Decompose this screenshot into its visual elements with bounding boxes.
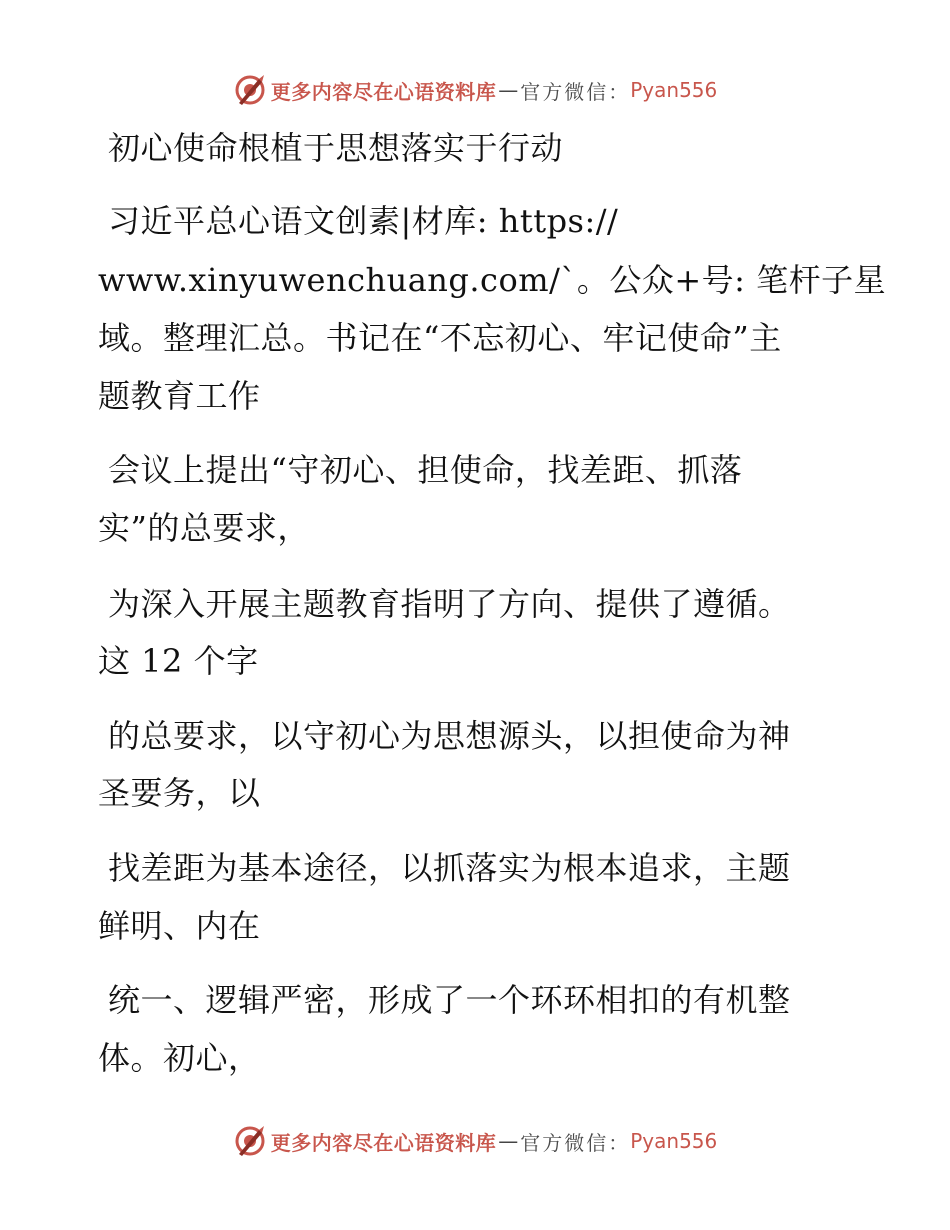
footer-contact-label: 官方微信： — [520, 1130, 631, 1155]
footer-contact-id: Pyan556 — [630, 1129, 718, 1153]
footer-banner-separator: — — [498, 1129, 519, 1153]
doc-line: 体。初心， — [98, 1039, 261, 1077]
doc-line: 域。整理汇总。书记在“不忘初心、牢记使命”主 — [98, 319, 782, 357]
header-banner-separator: — — [498, 78, 519, 102]
doc-line: 统一、逻辑严密，形成了一个环环相扣的有机整 — [108, 981, 791, 1019]
doc-line: 实”的总要求， — [98, 509, 310, 547]
doc-title: 初心使命根植于思想落实于行动 — [108, 129, 564, 167]
quill-pen-logo-icon — [233, 73, 267, 107]
header-banner — [0, 70, 950, 110]
footer-banner — [0, 1121, 950, 1161]
header-banner-text: 更多内容尽在心语资料库 — [270, 79, 497, 104]
doc-line: www.xinyuwenchuang.com/`。公众+号: 笔杆子星 — [98, 261, 887, 299]
doc-line: 圣要务，以 — [98, 774, 261, 812]
doc-line: 为深入开展主题教育指明了方向、提供了遵循。 — [108, 585, 791, 623]
doc-line: 题教育工作 — [98, 377, 261, 415]
doc-line: 的总要求，以守初心为思想源头，以担使命为神 — [108, 717, 791, 755]
quill-pen-logo-icon — [233, 1124, 267, 1158]
header-contact-label: 官方微信： — [520, 79, 631, 104]
footer-banner-text: 更多内容尽在心语资料库 — [270, 1130, 497, 1155]
doc-line: 习近平总心语文创素|材库: https:// — [108, 202, 619, 240]
doc-line: 找差距为基本途径，以抓落实为根本追求，主题 — [108, 849, 791, 887]
doc-line: 这 12 个字 — [98, 642, 259, 680]
doc-line: 鲜明、内在 — [98, 907, 261, 945]
header-contact-id: Pyan556 — [630, 78, 718, 102]
doc-line: 会议上提出“守初心、担使命，找差距、抓落 — [108, 451, 743, 489]
